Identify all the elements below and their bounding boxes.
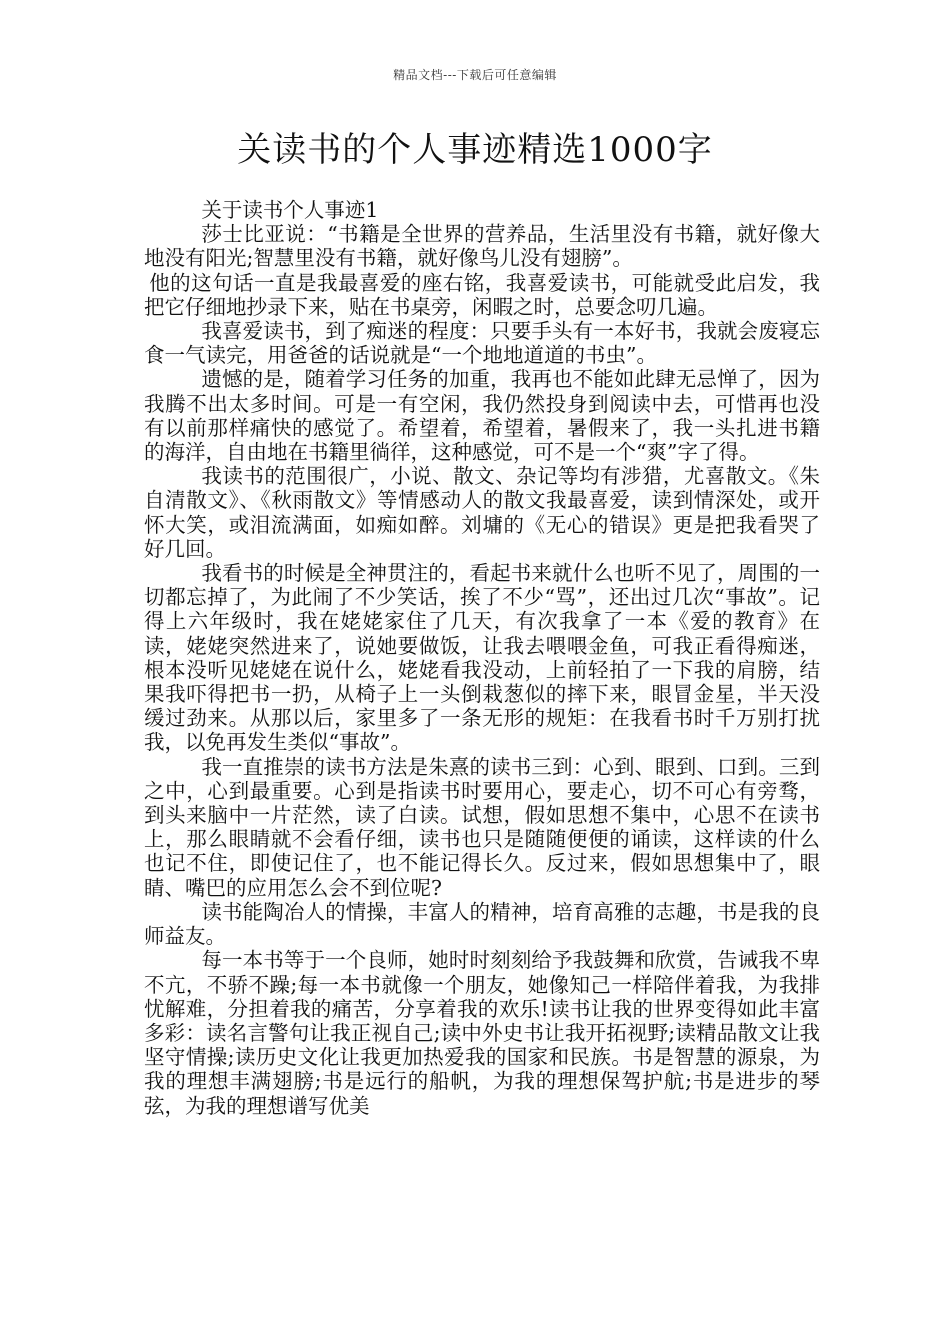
paragraph-10: 每一本书等于一个良师，她时时刻刻给予我鼓舞和欣赏，告诫我不卑不亢，不骄不躁;每一本书就像一个朋友，她像知己一样陪伴着我，为我排忧解难，分担着我的痛苦，分享着我的欢乐!读书让我的世界变得如此丰富多彩：读名言警句让我正视自己;读中外史书让我开拓视野;读精品散文让我坚守情操;读历史文化让我更加热爱我的国家和民族。书是智慧的源泉，为我的理想丰满翅膀;书是远行的船帆，为我的理想保驾护航;书是进步的琴弦，为我的理想谱写优美: [144, 948, 820, 1118]
document-body: [144, 198, 820, 1118]
paragraph-2: 莎士比亚说：“书籍是全世界的营养品，生活里没有书籍，就好像大地没有阳光;智慧里没有书籍，就好像鸟儿没有翅膀”。: [144, 222, 820, 271]
paragraph-7: 我看书的时候是全神贯注的，看起书来就什么也听不见了，周围的一切都忘掉了，为此闹了不少笑话，挨了不少“骂”，还出过几次“事故”。记得上六年级时，我在姥姥家住了几天，有次我拿了一本《爱的教育》在读，姥姥突然进来了，说她要做饭，让我去喂喂金鱼，可我正看得痴迷，根本没听见姥姥在说什么，姥姥看我没动，上前轻拍了一下我的肩膀，结果我吓得把书一扔，从椅子上一头倒栽葱似的摔下来，眼冒金星，半天没缓过劲来。从那以后，家里多了一条无形的规矩：在我看书时千万别打扰我，以免再发生类似“事故”。: [144, 561, 820, 755]
paragraph-4: 我喜爱读书，到了痴迷的程度：只要手头有一本好书，我就会废寝忘食一气读完，用爸爸的话说就是“一个地地道道的书虫”。: [144, 319, 820, 368]
paragraph-8: 我一直推崇的读书方法是朱熹的读书三到：心到、眼到、口到。三到之中，心到最重要。心到是指读书时要用心，要走心，切不可心有旁骛，到头来脑中一片茫然，读了白读。试想，假如思想不集中，心思不在读书上，那么眼睛就不会看仔细，读书也只是随随便便的诵读，这样读的什么也记不住，即使记住了，也不能记得长久。反过来，假如思想集中了，眼睛、嘴巴的应用怎么会不到位呢?: [144, 754, 820, 900]
document-title: 关读书的个人事迹精选1000字: [237, 130, 713, 170]
paragraph-1: 关于读书个人事迹1: [201, 198, 379, 222]
paragraph-9: 读书能陶冶人的情操，丰富人的精神，培育高雅的志趣，书是我的良师益友。: [144, 899, 820, 949]
paragraph-3: 他的这句话一直是我最喜爱的座右铭，我喜爱读书，可能就受此启发，我把它仔细地抄录下来，贴在书桌旁，闲暇之时，总要念叨几遍。: [144, 270, 820, 319]
header-note: 精品文档---下载后可任意编辑: [393, 68, 557, 82]
paragraph-5: 遗憾的是，随着学习任务的加重，我再也不能如此肆无忌惮了，因为我腾不出太多时间。可是一有空闲，我仍然投身到阅读中去，可惜再也没有以前那样痛快的感觉了。希望着，希望着，暑假来了，我一头扎进书籍的海洋，自由地在书籍里徜徉，这种感觉，可不是一个“爽”字了得。: [144, 367, 820, 465]
paragraph-6: 我读书的范围很广，小说、散文、杂记等均有涉猎，尤喜散文。《朱自清散文》、《秋雨散文》等情感动人的散文我最喜爱，读到情深处，或开怀大笑，或泪流满面，如痴如醉。刘墉的《无心的错误》更是把我看哭了好几回。: [144, 464, 820, 561]
